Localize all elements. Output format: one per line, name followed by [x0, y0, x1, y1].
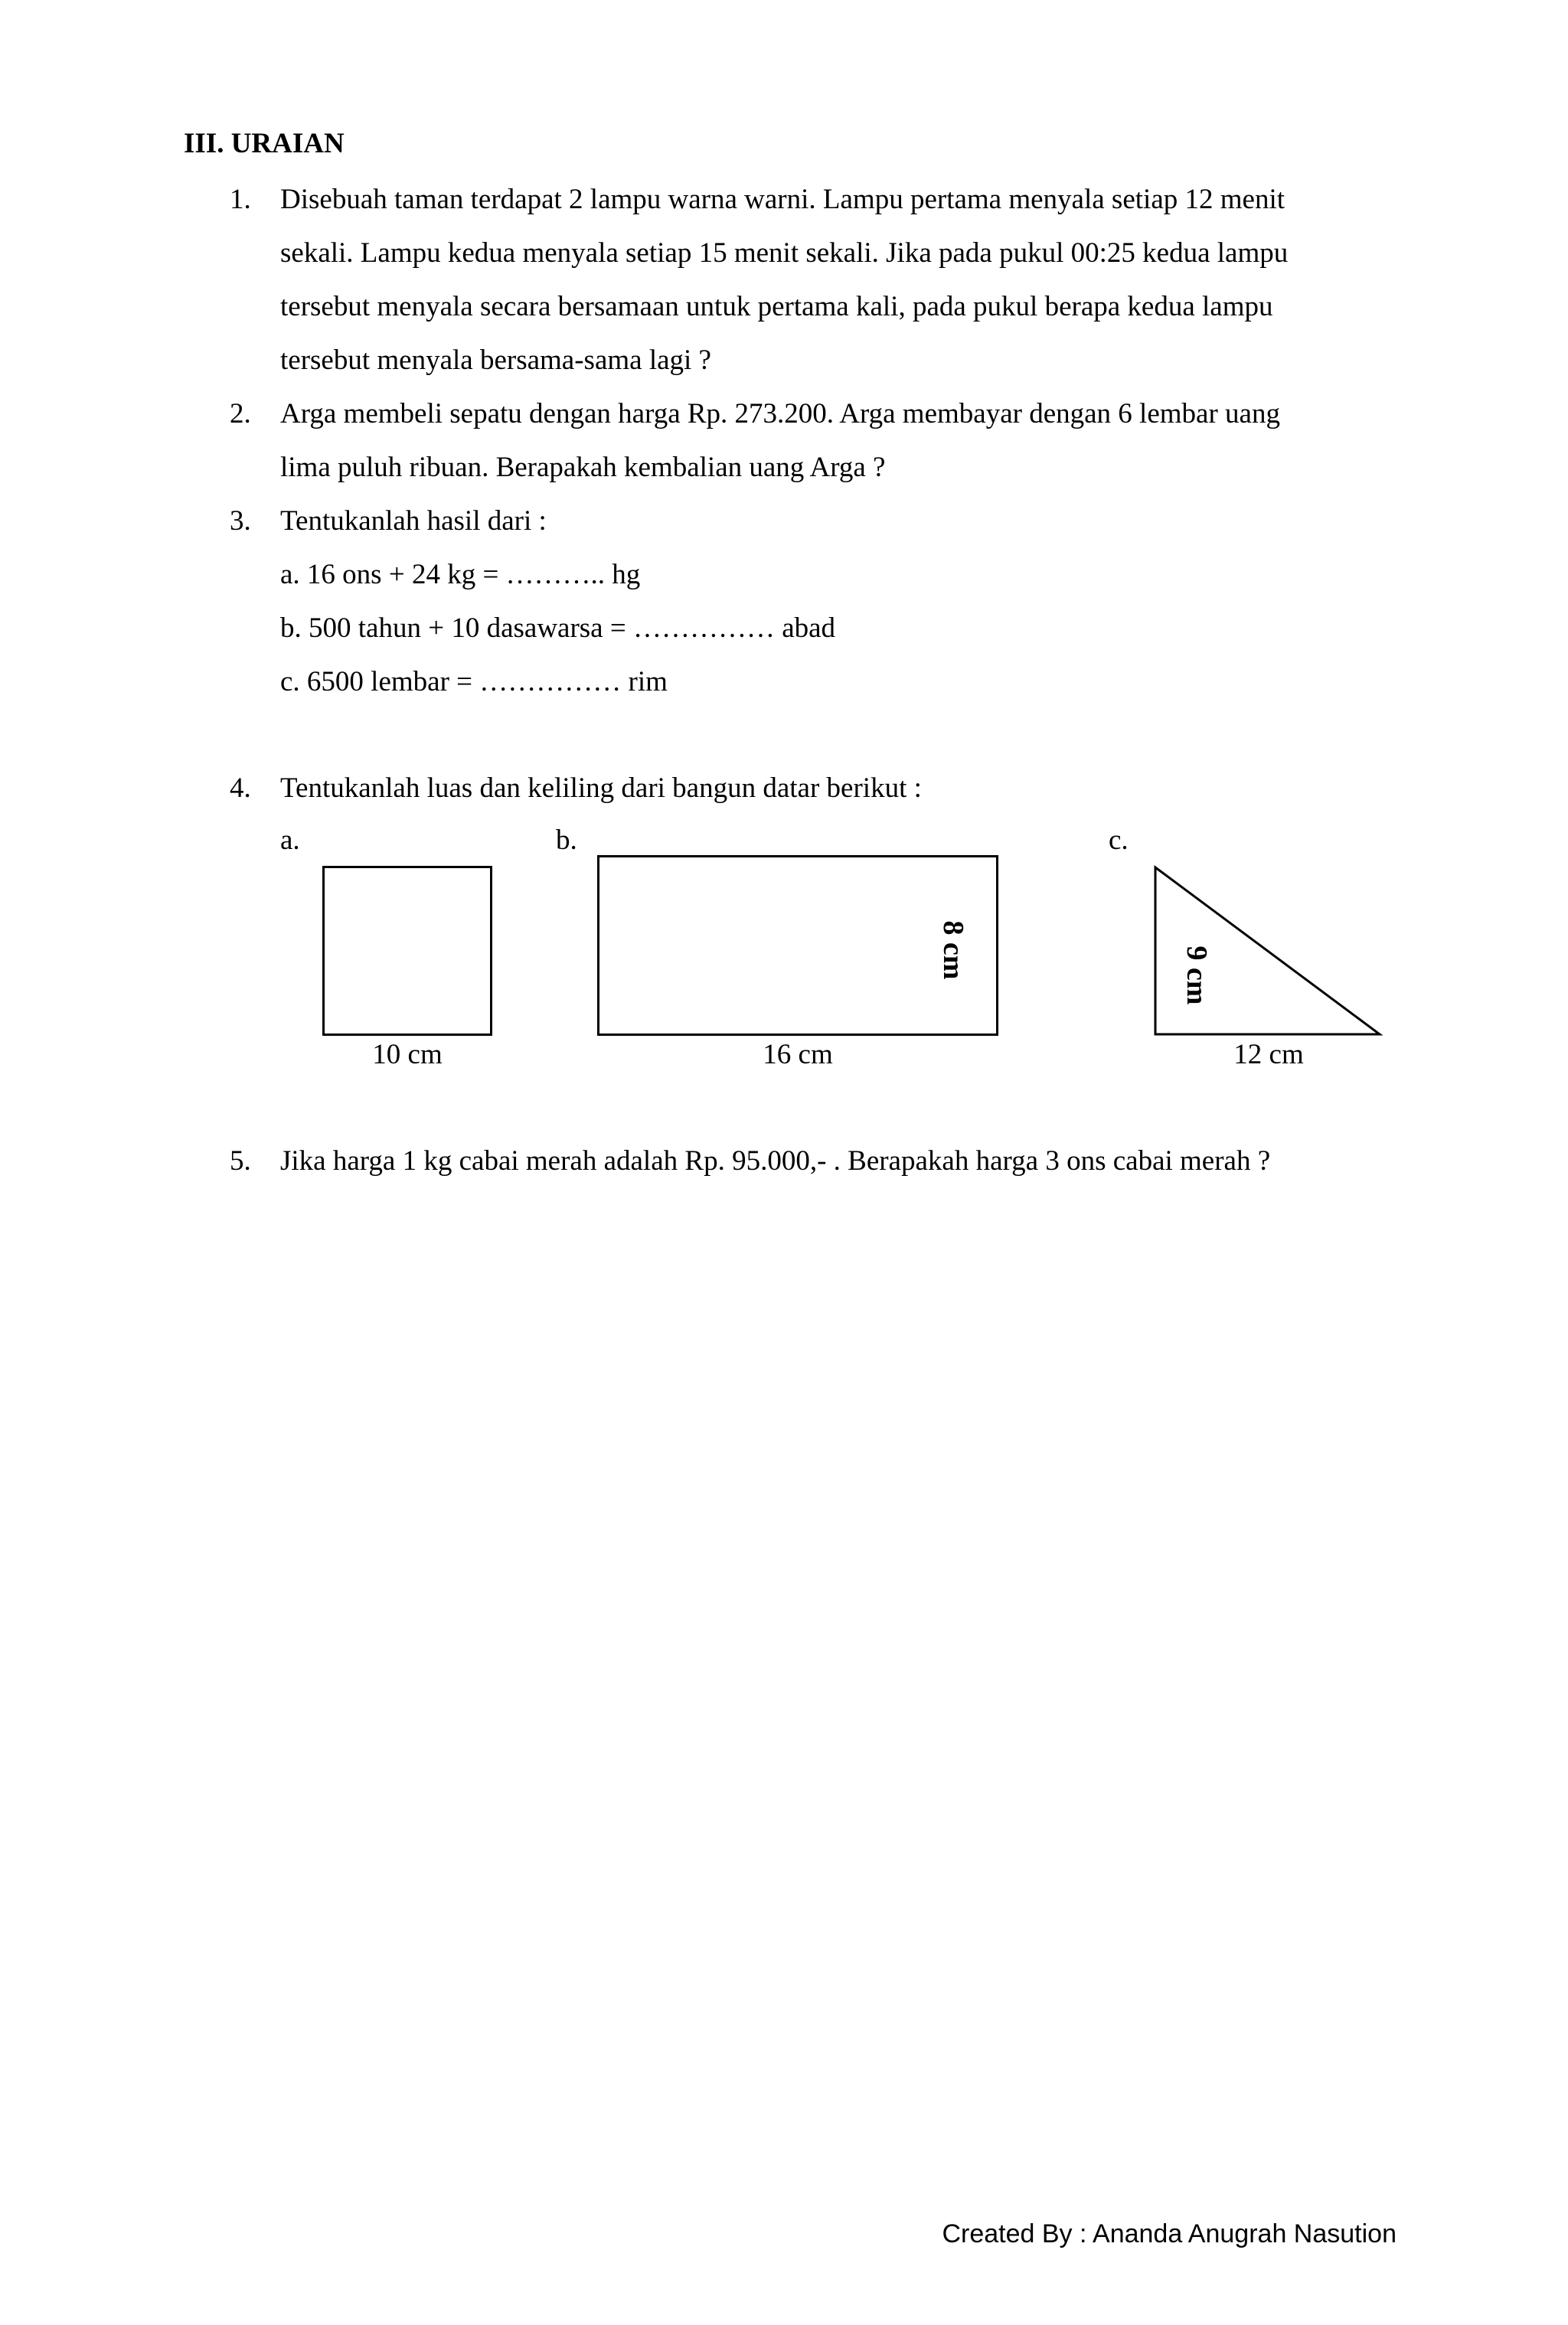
sub-item-b: b. 500 tahun + 10 dasawarsa = …………… abad [280, 612, 836, 644]
question-1 [230, 173, 1396, 387]
rectangle-bottom-label: 16 cm [763, 1039, 833, 1070]
question-4 [230, 762, 1396, 815]
triangle-bottom-label: 12 cm [1233, 1039, 1304, 1070]
figure-b-label: b. [556, 825, 577, 856]
question-line: Disebuah taman terdapat 2 lampu warna warni. Lampu pertama menyala setiap 12 menit [280, 184, 1285, 215]
question-number: 2. [230, 398, 251, 429]
question-line: lima puluh ribuan. Berapakah kembalian uang Arga ? [280, 452, 886, 483]
question-2 [230, 387, 1396, 495]
question-number: 3. [230, 505, 251, 537]
footer-credit: Created By : Ananda Anugrah Nasution [942, 2219, 1396, 2248]
rectangle-side-label: 8 cm [937, 920, 969, 980]
question-number: 4. [230, 772, 251, 804]
question-text: Tentukanlah luas dan keliling dari bangun datar berikut : [280, 772, 922, 804]
question-text: Jika harga 1 kg cabai merah adalah Rp. 95.000,- . Berapakah harga 3 ons cabai merah ? [280, 1145, 1271, 1177]
question-line: tersebut menyala secara bersamaan untuk pertama kali, pada pukul berapa kedua lampu [280, 291, 1273, 322]
question-text [280, 387, 1396, 495]
question-text [280, 173, 1396, 387]
sub-item-a: a. 16 ons + 24 kg = ……….. hg [280, 559, 641, 590]
question-line: sekali. Lampu kedua menyala setiap 15 menit sekali. Jika pada pukul 00:25 kedua lampu [280, 237, 1289, 269]
figure-a-label: a. [280, 825, 300, 856]
square-shape [322, 866, 492, 1036]
square-bottom-label: 10 cm [372, 1039, 443, 1070]
figure-c-label: c. [1109, 825, 1129, 856]
section-title: III. URAIAN [184, 128, 345, 159]
question-3 [230, 495, 1396, 548]
question-5 [230, 1135, 1396, 1188]
question-number: 5. [230, 1145, 251, 1177]
triangle-side-label: 9 cm [1181, 945, 1213, 1005]
question-line: tersebut menyala bersama-sama lagi ? [280, 345, 711, 376]
question-line: Arga membeli sepatu dengan harga Rp. 273.200. Arga membayar dengan 6 lembar uang [280, 398, 1280, 429]
question-text: Tentukanlah hasil dari : [280, 505, 547, 537]
question-number: 1. [230, 184, 251, 215]
sub-item-c: c. 6500 lembar = …………… rim [280, 666, 668, 697]
